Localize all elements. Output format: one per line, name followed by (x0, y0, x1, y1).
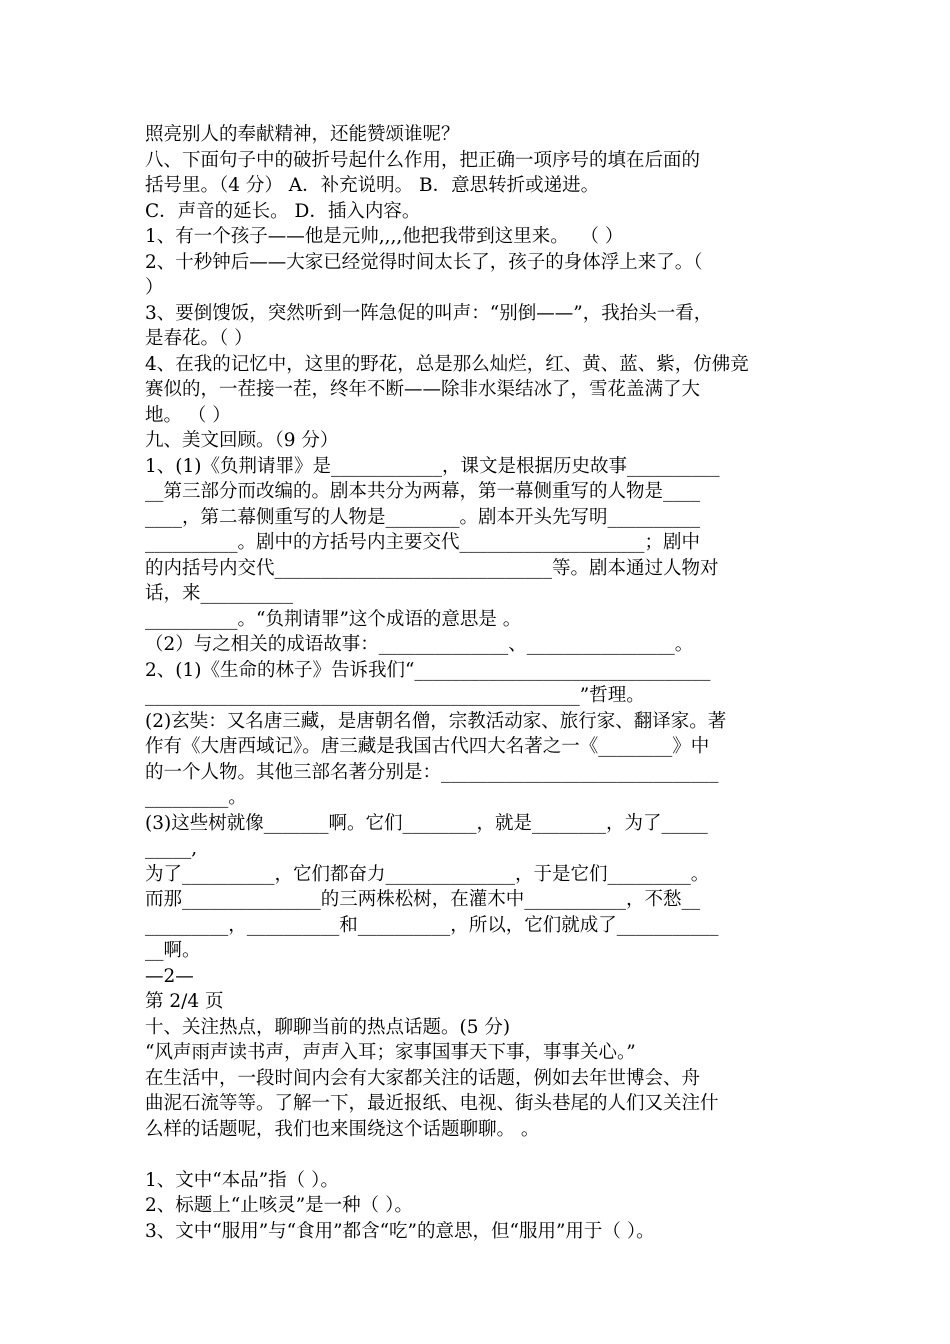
text-line: __________。剧中的方括号内主要交代____________________；剧中 (145, 532, 701, 553)
text-line: 为了__________，它们都奋力______________，于是它们_________。 (145, 863, 710, 885)
text-line: 么样的话题呢，我们也来围绕这个话题聊聊。 。 (145, 1118, 540, 1140)
text-line: ） (145, 277, 164, 298)
text-line: 地。 （ ） (145, 404, 231, 426)
text-line: 2、十秒钟后——大家已经觉得时间太长了，孩子的身体浮上来了。（ (145, 251, 703, 273)
text-line: 九、美文回顾。（9 分） (145, 430, 339, 451)
document-page (145, 122, 810, 1244)
text-line: 而那_______________的三两株松树，在灌木中___________，不愁__ (145, 889, 701, 910)
text-line: __第三部分而改编的。剧本共分为两幕，第一幕侧重写的人物是____ (145, 481, 701, 502)
text-line: (2)玄奘：又名唐三藏，是唐朝名僧，宗教活动家、旅行家、翻译家。著 (145, 710, 727, 732)
text-line: 括号里。（4 分） A．补充说明。 B．意思转折或递进。 (145, 175, 600, 196)
text-line: 话，来__________ (145, 583, 294, 604)
text-line: 的一个人物。其他三部名著分别是：______________________________ (145, 761, 719, 783)
text-line: (3)这些树就像_______啊。它们________，就是________，为了_____ (145, 812, 708, 834)
text-line: 是春花。（ ） (145, 328, 253, 349)
text-line: 2、标题上“止咳灵”是一种（ ）。 (145, 1195, 413, 1216)
text-line: 1、文中“本品”指（ ）。 (145, 1169, 339, 1191)
text-line: —2— (145, 965, 194, 987)
text-line: 3、文中“服用”与“食用”都含“吃”的意思，但“服用”用于（ ）。 (145, 1220, 655, 1242)
text-line: 第 2/4 页 (145, 991, 224, 1012)
text-line: （2）与之相关的成语故事：______________、________________。 (145, 634, 694, 655)
text-line: _________，__________和__________，所以，它们就成了___________ (145, 914, 719, 936)
text-line (145, 1142, 810, 1168)
text-line: 的内括号内交代______________________________等。剧本通过人物对 (145, 557, 719, 579)
text-line: “风声雨声读书声，声声入耳；家事国事天下事，事事关心。” (145, 1042, 636, 1063)
text-line: __啊。 (145, 940, 201, 961)
text-line: 在生活中，一段时间内会有大家都关注的话题，例如去年世博会、舟 (145, 1067, 701, 1089)
text-line: 照亮别人的奉献精神，还能赞颂谁呢？ (145, 124, 460, 145)
text-line: 赛似的，一茬接一茬，终年不断——除非水渠结冰了，雪花盖满了大 (145, 379, 701, 400)
text-line: 八、下面句子中的破折号起什么作用，把正确一项序号的填在后面的 (145, 149, 701, 171)
text-line: 3、要倒馊饭，突然听到一阵急促的叫声：“别倒——”，我抬头一看， (145, 302, 713, 324)
text-line: _______________________________________________”哲理。 (145, 685, 645, 706)
text-line: _________。 (145, 787, 247, 808)
text-line: 十、关注热点，聊聊当前的热点话题。(5 分) (145, 1016, 511, 1038)
text-line: C．声音的延长。 D．插入内容。 (145, 200, 421, 222)
text-line: 1、(1)《负荆请罪》是____________，课文是根据历史故事__________ (145, 455, 720, 477)
text-line: 4、在我的记忆中，这里的野花，总是那么灿烂，红、黄、蓝、紫，仿佛竞 (145, 353, 749, 375)
text-line: __________。“负荆请罪”这个成语的意思是 。 (145, 608, 522, 630)
text-line: _____, (145, 838, 198, 859)
text-line: 作有《大唐西域记》。唐三藏是我国古代四大名著之一《________》中 (145, 736, 710, 757)
text-line: 曲泥石流等等。了解一下，最近报纸、电视、街头巷尾的人们又关注什 (145, 1093, 719, 1114)
text-line: ____，第二幕侧重写的人物是________。剧本开头先写明__________ (145, 506, 701, 528)
text-line: 1、有一个孩子——他是元帅,,,,他把我带到这里来。 （ ） (145, 226, 624, 247)
text-line: 2、(1)《生命的林子》告诉我们“________________________________ (145, 659, 711, 681)
